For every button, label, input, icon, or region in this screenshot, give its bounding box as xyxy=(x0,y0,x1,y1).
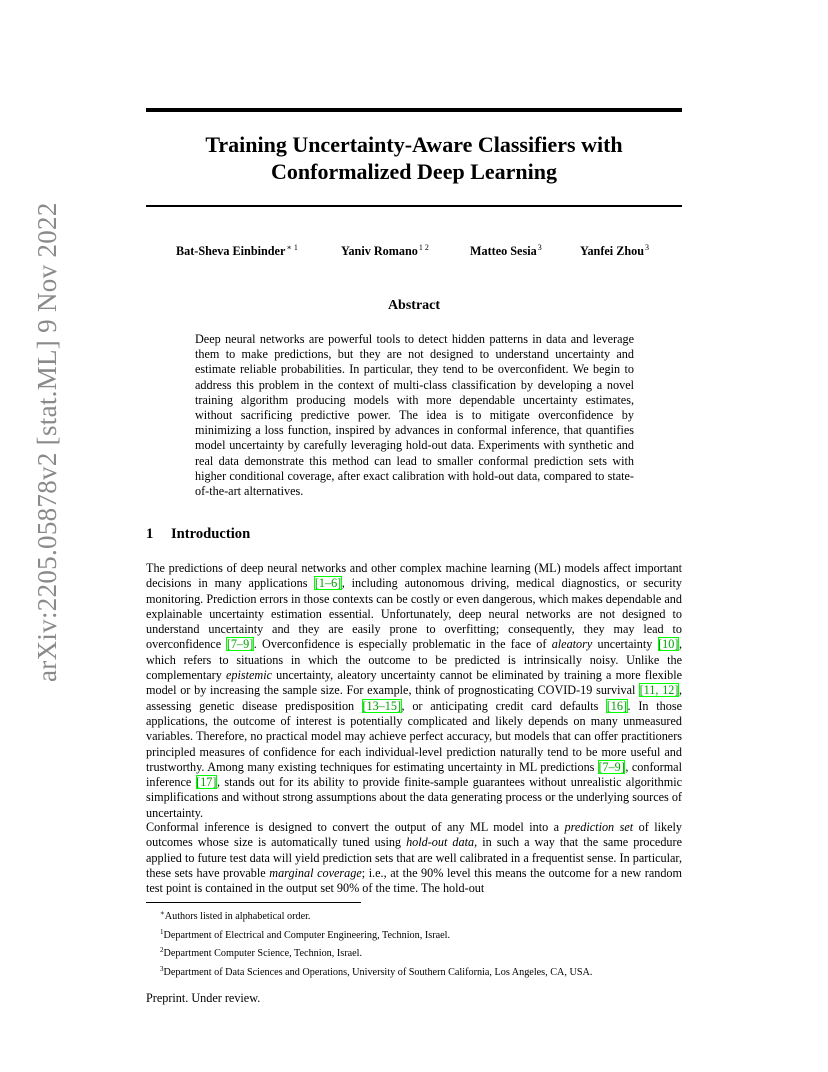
footnotes xyxy=(160,906,592,980)
citation-link[interactable]: [1–6] xyxy=(314,576,342,591)
intro-paragraph-2: Conformal inference is designed to convert the output of any ML model into a prediction set of likely outcomes whose size is automatically tuned using hold-out data, in such a way that the same procedure applied to future test data will yield prediction sets that are well calibrated in a frequentist sense. In particular, these sets have provable marginal coverage; i.e., at the 90% level this means the outcome for a new random test point is contained in the output set 90% of the time. The hold-out xyxy=(146,820,682,896)
footnote: $^3$Department of Data Sciences and Operations, University of Southern California, Los Angeles, CA, USA. xyxy=(160,964,593,978)
footnote: ∗Authors listed in alphabetical order. xyxy=(160,909,311,922)
footnote-divider xyxy=(146,902,361,903)
abstract-heading: Abstract xyxy=(387,298,441,313)
citation-link[interactable]: [16] xyxy=(606,698,628,713)
section-title: Introduction xyxy=(171,526,251,542)
arxiv-stamp-text: arXiv:2205.05878v2 [stat.ML] 9 Nov 2022 xyxy=(32,202,62,682)
abstract-text: Deep neural networks are powerful tools to detect hidden patterns in data and leverage them to make predictions, but they are not designed to understand uncertainty and estimate reliable probabilities. In particular, they tend to be overconfident. We begin to address this problem in the context of multi-class classification by developing a novel training algorithm producing models with more dependable uncertainty estimates, without sacrificing predictive power. The idea is to mitigate overconfidence by minimizing a loss function, inspired by advances in conformal inference, that quantifies model uncertainty by carefully leveraging hold-out data. Experiments with synthetic and real data demonstrate this method can lead to smaller conformal prediction sets with higher conditional coverage, after exact calibration with hold-out data, compared to state-of-the-art alternatives. xyxy=(195,332,634,499)
section-number: 1 xyxy=(146,526,154,542)
arxiv-identifier-stamp xyxy=(30,202,70,682)
preprint-notice: Preprint. Under review. xyxy=(146,991,261,1005)
title-line-2: Conformalized Deep Learning xyxy=(271,159,557,184)
citation-link[interactable]: [10] xyxy=(658,637,679,652)
intro-paragraph-1: The predictions of deep neural networks and other complex machine learning (ML) models affect important decisions in many applications [1–6], including autonomous driving, medical diagnostics, or security monitoring. Prediction errors in those contexts can be costly or even dangerous, which makes dependable and explainable uncertainty estimation essential. Unfortunately, deep neural networks are not designed to understand uncertainty and they are easily prone to overfitting; consequently, they may lead to overconfidence [7–9]. Overconfidence is especially problematic in the face of aleatory uncertainty [10], which refers to situations in which the outcome to be predicted is intrinsically noisy. Unlike the complementary epistemic uncertainty, aleatory uncertainty cannot be eliminated by training a more flexible model or by increasing the sample size. For example, think of prognosticating COVID-19 survival [11, 12], assessing genetic disease predisposition [13–15], or anticipating credit card defaults [16]. In those applications, the outcome of interest is potentially complicated and likely depends on many unmeasured variables. Therefore, no practical model may achieve perfect accuracy, but models that can offer practitioners principled measures of confidence for each individual-level prediction naturally tend to be more useful and trustworthy. Among many existing techniques for estimating uncertainty in ML predictions [7–9], conformal inference [17], stands out for its ability to provide finite-sample guarantees without unrealistic algorithmic simplifications and without strong assumptions about the data generating process or the underlying sources of uncertainty. xyxy=(146,561,683,820)
citation-link[interactable]: [7–9] xyxy=(226,637,254,652)
citation-link[interactable]: [17] xyxy=(196,775,217,790)
paper-title xyxy=(146,131,682,185)
author: Matteo Sesia$^3$ xyxy=(470,243,542,258)
footnote: $^1$Department of Electrical and Computer Engineering, Technion, Israel. xyxy=(160,927,451,941)
title-line-1: Training Uncertainty-Aware Classifiers with xyxy=(205,132,623,157)
title-bottom-rule xyxy=(146,205,682,207)
citation-link[interactable]: [13–15] xyxy=(362,698,402,713)
citation-link[interactable]: [7–9] xyxy=(598,759,625,774)
citation-link[interactable]: [11, 12] xyxy=(639,683,679,698)
section-heading-introduction xyxy=(146,526,250,543)
footnote: $^2$Department Computer Science, Technion, Israel. xyxy=(160,946,363,960)
author: Yaniv Romano$^{1 2}$ xyxy=(341,243,429,258)
author: Bat-Sheva Einbinder$^{∗ 1}$ xyxy=(176,243,298,258)
author: Yanfei Zhou$^3$ xyxy=(580,243,650,258)
title-top-rule xyxy=(146,108,682,112)
